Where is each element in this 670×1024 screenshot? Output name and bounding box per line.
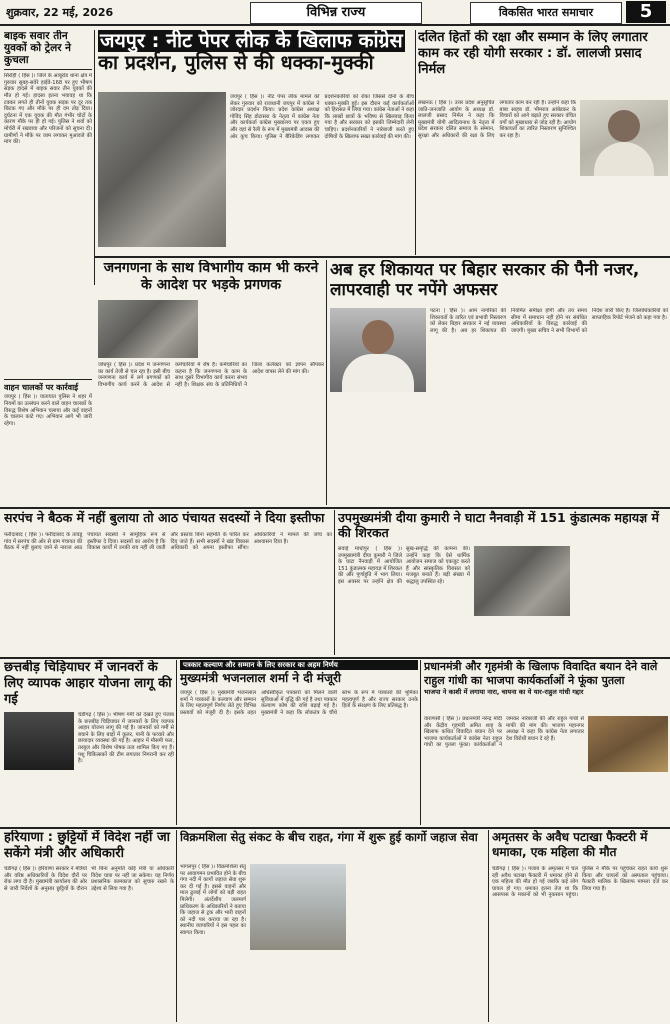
protest-photo	[98, 92, 226, 247]
diya-headline: उपमुख्यमंत्री दीया कुमारी ने घाटा नैनवाड़ी में 151 कुंडात्मक महायज्ञ में की शिरकत	[338, 510, 659, 540]
official-photo	[580, 100, 668, 176]
vikramshila-body-cont	[350, 864, 486, 1020]
rahul-story	[424, 660, 668, 825]
portrait-body	[342, 354, 414, 392]
person-silhouette	[608, 110, 640, 142]
bihar-body: पटना ( हिंस )। आम नागरिकों की शिकायतों के त्वरित एवं प्रभावी निस्तारण को लेकर बिहार सरकार ने नई व्यवस्था लागू की है। अब हर शिकायत की नियमित समीक्षा होगी और तय समय सीमा में समाधान नहीं होने पर संबंधित अधिकारियों के विरुद्ध कार्रवाई की जाएगी। मुख्य सचिव ने सभी विभागों को निर्देश जारी किए हैं। जिलाधिकारियों को साप्ताहिक रिपोर्ट भेजने को कहा गया है।	[430, 308, 668, 334]
divider	[488, 830, 489, 1022]
rahul-kicker: भाजपा ने काशी में लगाया नारा, चायना का ये यार-राहुल गांधी गद्दार	[424, 688, 584, 696]
headline-rest: का प्रदर्शन, पुलिस से की धक्का-मुक्की	[98, 51, 374, 75]
zoo-story	[4, 660, 174, 825]
left-column	[4, 30, 92, 520]
divider	[95, 256, 670, 258]
vikramshila-headline: विक्रमशिला सेतु संकट के बीच राहत, गंगा में शुरू हुई कार्गो जहाज सेवा	[180, 830, 478, 844]
divider	[334, 510, 335, 655]
page-header	[0, 0, 670, 26]
right-top-headline: दलित हितों की रक्षा और सम्मान के लिए लगातार काम कर रही योगी सरकार : डॉ. लालजी प्रसाद निर्मल	[418, 30, 648, 77]
section-title: विभिन्न राज्य	[250, 2, 422, 24]
divider	[415, 30, 416, 255]
sarpanch-headline: सरपंच ने बैठक में नहीं बुलाया तो आठ पंचायत सदस्यों ने दिया इस्तीफा	[4, 510, 325, 525]
amritsar-story	[492, 830, 668, 1022]
publication-name: विकसित भारत समाचार	[470, 2, 622, 24]
diya-story	[338, 510, 668, 655]
yagya-photo	[474, 546, 570, 616]
animal-photo	[4, 712, 74, 770]
cargo-ship-photo	[250, 864, 346, 950]
diya-body-cont	[574, 546, 668, 651]
zoo-body: चंडीगढ़ ( हिंस )। भीषण गर्मी को देखते हुए पंजाब के छत्तबीड़ चिड़ियाघर में जानवरों के लिए व्यापक आहार योजना लागू की गई है। जानवरों को गर्मी से बचाने के लिए बाड़ों में कूलर, पानी के फव्वारे और छायादार व्यवस्था की गई है। आहार में मौसमी फल, तरबूज और विशेष पोषक तत्व शामिल किए गए हैं। पशु चिकित्सकों की टीम लगातार निगरानी कर रही है।	[78, 712, 174, 765]
person-shoulders	[594, 142, 654, 176]
divider	[0, 657, 670, 659]
census-story	[98, 260, 324, 505]
rahul-body: वाराणसी ( हिंस )। प्रधानमंत्री नरेन्द्र मोदी और केंद्रीय गृहमंत्री अमित शाह के खिलाफ कथित विवादित बयान देने पर भाजपा कार्यकर्ताओं ने कांग्रेस नेता राहुल गांधी का पुतला फूंका। कार्यकर्ताओं ने जमकर नारेबाजी की और राहुल गांधी से माफी की मांग की। भाजपा महानगर अध्यक्ष ने कहा कि कांग्रेस नेता लगातार देश विरोधी बयान दे रहे हैं।	[424, 716, 584, 749]
bhajanlal-story	[180, 660, 418, 825]
bhajanlal-headline: मुख्यमंत्री भजनलाल शर्मा ने दी मंजूरी	[180, 671, 342, 686]
bihar-headline: अब हर शिकायत पर बिहार सरकार की पैनी नजर, लापरवाही पर नपेंगे अफसर	[330, 260, 640, 300]
portrait-face	[362, 320, 394, 354]
haryana-headline: हरियाणा : छुट्टियों में विदेश नहीं जा सकेंगे मंत्री और अधिकारी	[4, 830, 170, 861]
zoo-headline: छत्तबीड़ चिड़ियाघर में जानवरों के लिए व्यापक आहार योजना लागू की गई	[4, 660, 172, 707]
divider	[0, 827, 670, 829]
top-story	[98, 30, 414, 255]
issue-date: शुक्रवार, 22 मई, 2026	[6, 6, 114, 19]
vikramshila-body: भागलपुर ( हिंस )। विक्रमशिला सेतु पर आवागमन प्रभावित होने के बीच गंगा नदी में कार्गो जहाज सेवा शुरू कर दी गई है। इससे वाहनों और माल ढुलाई में लोगों को बड़ी राहत मिलेगी। अंतर्देशीय जलमार्ग प्राधिकरण के अधिकारियों ने बताया कि जहाज से ट्रक और भारी वाहनों को नदी पार कराया जा रहा है। स्थानीय व्यापारियों ने इस पहल का स्वागत किया।	[180, 864, 246, 936]
left-body: सिरोही ( हिंस )। जिले के आबूरोड थाना क्षेत्र में गुरुवार सुबह-सवेरे हाईवे-168 पर हुए भीषण सड़क हादसे में बाइक सवार तीन युवकों की मौत हो गई। हादसा इतना भयावह था कि टक्कर लगते ही तीनों युवक सड़क पर दूर तक छिटक गए और मौके पर ही दम तोड़ दिया। दुर्घटना में एक युवक की मौत गंभीर चोटों के कारण मौके पर ही हो गई। पुलिस ने शवों को मोर्चरी में रखवाया और परिजनों को सूचना दी। ग्रामीणों ने मौके पर जाम लगाकर मुआवजे की मांग की।	[4, 73, 92, 146]
page-number: 5	[626, 1, 666, 23]
divider	[326, 260, 327, 505]
sarpanch-body: फरीदाबाद ( हिंस )। फरीदाबाद के तावडू गांव में सरपंच की ओर से ग्राम पंचायत की बैठक में नहीं बुलाए जाने से नाराज आठ पंचायत सदस्यों ने सामूहिक रूप से इस्तीफा दे दिया। सदस्यों का आरोप है कि विकास कार्यों में उनकी राय नहीं ली जाती और प्रस्ताव बिना सहमति के पारित कर दिए जाते हैं। सभी सदस्यों ने खंड विकास अधिकारी को अपना इस्तीफा सौंपा। अधिकारियों ने मामले की जांच का आश्वासन दिया है।	[4, 532, 332, 552]
effigy-photo	[588, 716, 668, 772]
rahul-headline: प्रधानमंत्री और गृहमंत्री के खिलाफ विवादित बयान देने वाले राहुल गांधी का भाजपा कार्यकर्ताओं ने फूंका पुतला	[424, 660, 658, 687]
vikramshila-story	[180, 830, 486, 1022]
census-photo	[98, 300, 198, 358]
census-headline: जनगणना के साथ विभागीय काम भी करने के आदेश पर भड़के प्रगणक	[103, 260, 319, 293]
amritsar-body: चंडीगढ़ ( हिंस )। पंजाब के अमृतसर में चल रही अवैध पटाखा फैक्टरी में धमाका होने से एक महिला की मौत हो गई जबकि कई लोग घायल हो गए। धमाका इतना तेज था कि आसपास के मकानों को भी नुकसान पहुंचा। पुलिस ने मौके पर पहुंचकर राहत कार्य शुरू किया और घायलों को अस्पताल पहुंचाया। फैक्टरी मालिक के खिलाफ मामला दर्ज कर लिया गया है।	[492, 866, 668, 899]
headline-highlight: जयपुर : नीट पेपर लीक के खिलाफ कांग्रेस	[100, 30, 403, 52]
diya-body: सवाई माधोपुर ( हिंस )। उपमुख्यमंत्री दीया कुमारी ने जिले के घाटा नैनवाड़ी में आयोजित 151 कुंडात्मक महायज्ञ में शिरकत की और पूर्णाहुति में भाग लिया। इस अवसर पर उन्होंने क्षेत्र की सुख-समृद्धि की कामना की। उन्होंने कहा कि ऐसे धार्मिक आयोजन समाज को एकजुट करते हैं और सांस्कृतिक विरासत को मजबूत बनाते हैं। बड़ी संख्या में श्रद्धालु उपस्थित रहे।	[338, 546, 470, 585]
left-headline-2: वाहन चालकों पर कार्रवाई	[4, 379, 92, 392]
sarpanch-story	[4, 510, 332, 655]
bihar-story	[330, 260, 668, 505]
divider	[420, 660, 421, 825]
top-story-body: जयपुर ( हिंस )। नीट पेपर लीक मामले को लेकर गुरुवार को राजधानी जयपुर में कांग्रेस ने जोरदार प्रदर्शन किया। प्रदेश कांग्रेस अध्यक्ष गोविंद सिंह डोटासरा के नेतृत्व में कांग्रेस नेता और कार्यकर्ता कांग्रेस मुख्यालय पर एकत्र हुए और वहां से रैली के रूप में मुख्यमंत्री आवास की ओर कूच किया। पुलिस ने बैरिकेडिंग लगाकर प्रदर्शनकारियों को रोका जिससे दोनों के बीच धक्का-मुक्की हुई। इस दौरान कई कार्यकर्ताओं को हिरासत में लिया गया। कांग्रेस नेताओं ने कहा कि लाखों छात्रों के भविष्य से खिलवाड़ किया गया है और सरकार को इसकी जिम्मेदारी लेनी चाहिए। प्रदर्शनकारियों ने नारेबाजी करते हुए दोषियों के खिलाफ सख्त कार्रवाई की मांग की।	[230, 94, 414, 140]
top-story-headline	[98, 30, 414, 75]
divider	[176, 660, 177, 825]
right-top-body-cont	[580, 180, 668, 250]
right-top-story	[418, 30, 668, 255]
right-top-body: लखनऊ ( हिंस )। उत्तर प्रदेश अनुसूचित जाति-जनजाति आयोग के अध्यक्ष डॉ. लालजी प्रसाद निर्मल ने कहा कि मुख्यमंत्री योगी आदित्यनाथ के नेतृत्व में प्रदेश सरकार दलित समाज के सम्मान, सुरक्षा और अधिकारों की रक्षा के लिए लगातार काम कर रही है। उन्होंने कहा कि बाबा साहब डॉ. भीमराव आंबेडकर के विचारों को आगे बढ़ाते हुए सरकार वंचित वर्गों को मुख्यधारा से जोड़ रही है। आयोग शिकायतों का त्वरित निस्तारण सुनिश्चित कर रहा है।	[418, 100, 576, 139]
divider	[176, 830, 177, 1022]
divider	[0, 507, 670, 509]
left-headline: बाइक सवार तीन युवकों को ट्रेलर ने कुचला	[4, 30, 92, 70]
census-body: जोधपुर ( हिंस )। प्रदेश में जनगणना का कार्य तेजी से चल रहा है। इसी बीच जनगणना कार्य में लगे प्रगणकों को विभागीय कार्य करने के आदेश से कर्मचारियों में रोष है। कर्मचारियों का कहना है कि जनगणना के काम के साथ दूसरे विभागीय कार्य करना संभव नहीं है। शिक्षक संघ के प्रतिनिधियों ने जिला कलेक्टर को ज्ञापन सौंपकर आदेश वापस लेने की मांग की।	[98, 362, 324, 388]
amritsar-headline: अमृतसर के अवैध पटाखा फैक्टरी में धमाका, एक महिला की मौत	[492, 830, 648, 859]
bhajanlal-kicker: पत्रकार कल्याण और सम्मान के लिए सरकार का अहम निर्णय	[180, 660, 418, 670]
divider	[94, 30, 95, 285]
bhajanlal-body: जयपुर ( हिंस )। मुख्यमंत्री भजनलाल शर्मा ने पत्रकारों के कल्याण और सम्मान के लिए महत्वपूर्ण निर्णय लेते हुए विभिन्न प्रस्तावों को मंजूरी दी है। इसके तहत अधिस्वीकृत पत्रकारों को मिलने वाली सुविधाओं में वृद्धि की गई है तथा पत्रकार कल्याण कोष की राशि बढ़ाई गई है। मुख्यमंत्री ने कहा कि लोकतंत्र के चौथे स्तंभ के रूप में पत्रकारों की भूमिका महत्वपूर्ण है और राज्य सरकार उनके हितों के संरक्षण के लिए प्रतिबद्ध है।	[180, 690, 418, 716]
haryana-body: चंडीगढ़ ( हिंस )। हरियाणा सरकार ने मंत्रियों और वरिष्ठ अधिकारियों के विदेश दौरों पर रोक लगा दी है। मुख्यमंत्री कार्यालय की ओर से जारी निर्देशों के अनुसार छुट्टियों के दौरान भी बिना अनुमति कोई मंत्री या अधिकारी विदेश यात्रा पर नहीं जा सकेगा। यह निर्णय प्रशासनिक कामकाज को सुचारु रखने के उद्देश्य से लिया गया है।	[4, 866, 174, 892]
left-body-2: जयपुर ( हिंस )। यातायात पुलिस ने शहर में नियमों का उल्लंघन करने वाले वाहन चालकों के विरुद्ध विशेष अभियान चलाया और कई वाहनों के चालान काटे गए। अभियान आगे भी जारी रहेगा।	[4, 394, 92, 427]
haryana-story	[4, 830, 174, 1022]
official-portrait	[330, 308, 426, 392]
